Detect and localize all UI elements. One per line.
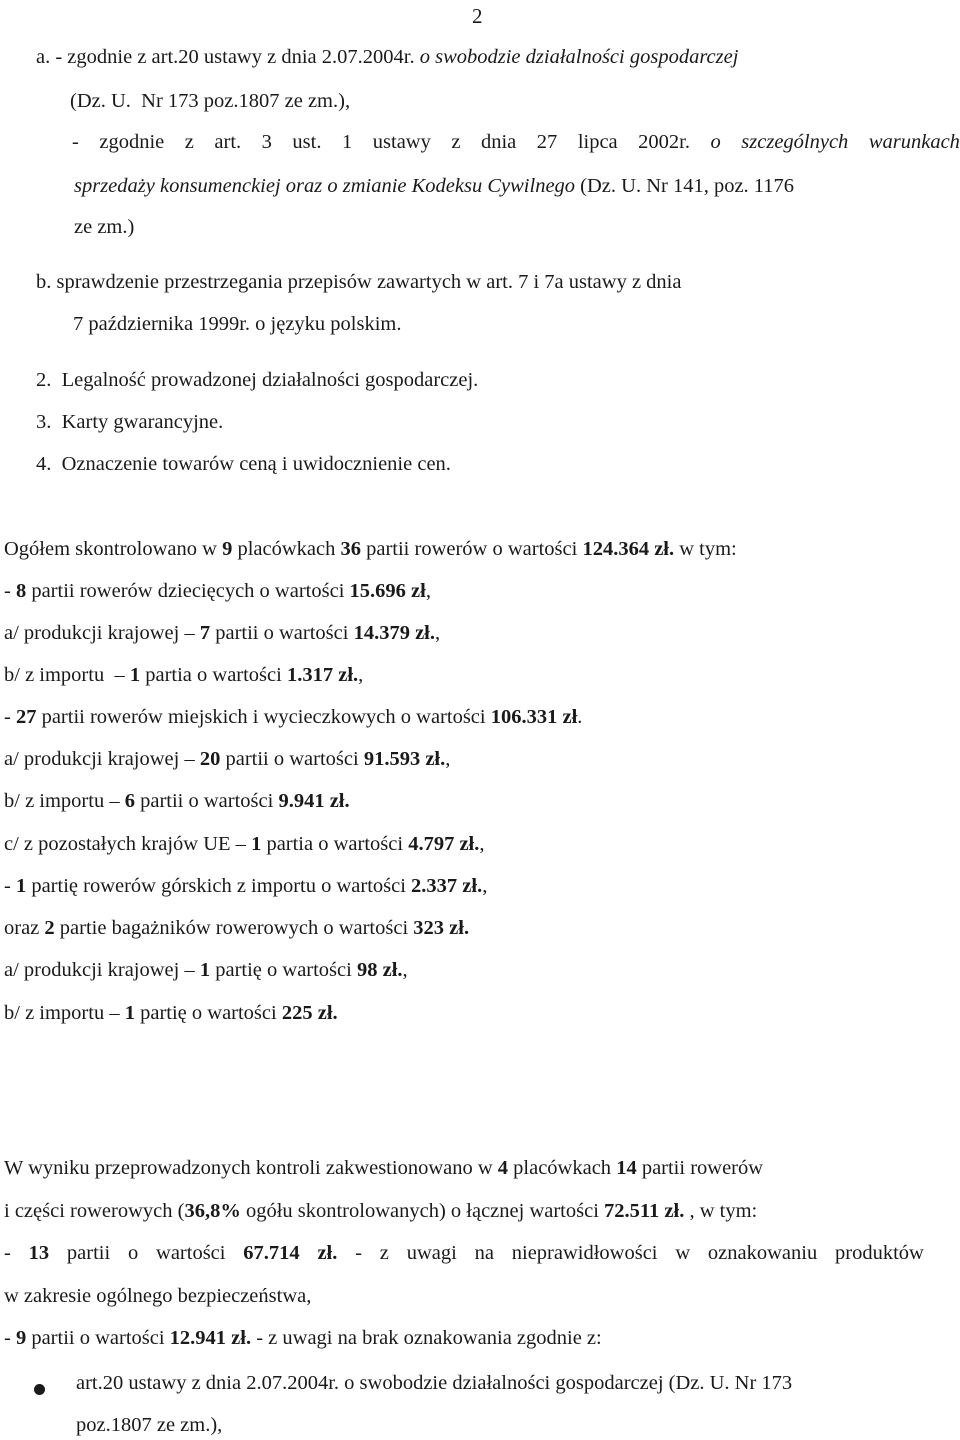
text-run: 6: [124, 790, 135, 812]
text-run: 4. Oznaczenie towarów ceną i uwidocznienie cen.: [36, 453, 451, 475]
text-run: c/ z pozostałych krajów UE –: [4, 833, 252, 855]
text-run: 1: [15, 875, 27, 897]
text-run: 9: [222, 538, 233, 560]
text-run: oznakowaniu: [707, 1242, 818, 1264]
text-run: a/ produkcji krajowej –: [4, 959, 200, 981]
text-run: ust.: [292, 131, 322, 153]
text-run: oraz: [4, 917, 45, 939]
text-run: 1: [124, 1002, 135, 1024]
text-run: partię o wartości: [210, 959, 357, 981]
text-run: ,: [434, 622, 441, 644]
numbered-item-3: [36, 412, 223, 433]
text-run: 20: [199, 748, 221, 770]
text-run: partii rowerów o wartości: [360, 538, 583, 560]
text-run: w tym:: [674, 538, 737, 560]
text-run: wartości: [156, 1242, 226, 1264]
result-line: [4, 1328, 602, 1349]
text-run: partii rowerów miejskich i wycieczkowych o wartości: [36, 706, 491, 728]
text-run: 14: [616, 1157, 637, 1179]
text-run: partii: [66, 1242, 111, 1264]
section-a-line-4: [74, 176, 794, 197]
text-run: .: [577, 706, 583, 728]
text-run: na: [474, 1242, 494, 1264]
text-run: ze zm.): [74, 216, 135, 238]
text-run: -: [4, 706, 16, 728]
section-a-line-2: [70, 91, 350, 112]
text-run: partii rowerów dziecięcych o wartości: [26, 580, 350, 602]
text-run: poz.1807 ze zm.),: [76, 1414, 223, 1436]
text-run: W wyniku przeprowadzonych kontroli zakwestionowano w: [4, 1157, 498, 1179]
text-run: dnia: [480, 131, 517, 153]
text-run: ,: [479, 833, 485, 855]
text-run: partii o wartości: [220, 748, 364, 770]
text-run: 124.364 zł.: [582, 538, 675, 560]
summary-line: [4, 876, 487, 897]
text-run: partii o wartości: [210, 622, 354, 644]
text-run: partii o wartości: [26, 1327, 170, 1349]
text-run: 4: [497, 1157, 509, 1179]
summary-line: [4, 834, 484, 855]
text-run: art.: [214, 131, 242, 153]
text-run: w: [675, 1242, 691, 1264]
text-run: ,: [358, 664, 364, 686]
text-run: 12.941 zł.: [169, 1327, 252, 1349]
text-run: partię o wartości: [134, 1002, 282, 1024]
summary-line: [4, 918, 469, 939]
text-run: -: [72, 131, 79, 153]
text-run: 9.941 zł.: [278, 790, 350, 812]
text-run: 2. Legalność prowadzonej działalności gospodarczej.: [36, 369, 479, 391]
text-run: i części rowerowych (: [4, 1200, 185, 1222]
text-run: warunkach: [868, 131, 960, 153]
summary-line: [4, 623, 440, 644]
text-run: partii rowerów: [636, 1157, 764, 1179]
text-run: -: [4, 1242, 11, 1264]
summary-line: [4, 1003, 338, 1024]
text-run: 13: [28, 1242, 50, 1264]
text-run: 8: [15, 580, 27, 602]
bullet-item-line-2: [76, 1415, 222, 1436]
bullet-item-line-1: [76, 1373, 792, 1394]
text-run: z: [379, 1242, 389, 1264]
text-run: 7 października 1999r. o języku polskim.: [73, 313, 402, 335]
result-line: [4, 1286, 311, 1307]
text-run: o: [127, 1242, 139, 1264]
text-run: ogółu skontrolowanych) o łącznej wartości: [240, 1200, 605, 1222]
page-number: 2: [472, 4, 483, 28]
text-run: 1: [129, 664, 141, 686]
text-run: 98 zł.: [356, 959, 403, 981]
text-run: 9: [15, 1327, 27, 1349]
text-run: art.20 ustawy z dnia 2.07.2004r. o swobodzie działalności gospodarczej (Dz. U. Nr 173: [76, 1372, 793, 1394]
text-run: 91.593 zł.: [363, 748, 446, 770]
text-run: o: [710, 131, 721, 153]
text-run: b/ z importu –: [4, 790, 125, 812]
text-run: b/ z importu –: [4, 664, 130, 686]
text-run: - z uwagi na brak oznakowania zgodnie z:: [251, 1327, 602, 1349]
text-run: nieprawidłowości: [511, 1242, 658, 1264]
text-run: -: [355, 1242, 362, 1264]
text-run: 72.511 zł.: [604, 1200, 685, 1222]
text-run: 27: [536, 131, 558, 153]
section-a-line-1: [36, 47, 738, 68]
text-run: 27: [15, 706, 37, 728]
text-run: Ogółem skontrolowano w: [4, 538, 223, 560]
text-run: a/ produkcji krajowej –: [4, 748, 200, 770]
text-run: placówkach: [232, 538, 341, 560]
summary-line: [4, 581, 431, 602]
summary-line: [4, 749, 450, 770]
text-run: partia o wartości: [261, 833, 409, 855]
text-run: lipca: [577, 131, 618, 153]
text-run: partie bagażników rowerowych o wartości: [54, 917, 414, 939]
text-run: , w tym:: [684, 1200, 758, 1222]
text-run: 15.696 zł: [349, 580, 426, 602]
text-run: 36,8%: [184, 1200, 241, 1222]
summary-line: [4, 707, 582, 728]
text-run: ,: [482, 875, 488, 897]
text-run: 14.379 zł.: [353, 622, 435, 644]
text-run: ,: [402, 959, 408, 981]
text-run: szczególnych: [741, 131, 849, 153]
text-run: b. sprawdzenie przestrzegania przepisów zawartych w art. 7 i 7a ustawy z dnia: [36, 271, 682, 293]
text-run: ustawy: [372, 131, 431, 153]
text-run: produktów: [835, 1242, 924, 1264]
text-run: 3. Karty gwarancyjne.: [36, 411, 224, 433]
bullet-icon: [34, 1384, 45, 1395]
text-run: ,: [425, 580, 431, 602]
text-run: 106.331 zł: [490, 706, 578, 728]
text-run: zgodnie: [99, 131, 165, 153]
result-line: [4, 1201, 757, 1222]
summary-line: [4, 960, 408, 981]
section-a-line-3: [72, 132, 960, 153]
text-run: 7: [199, 622, 211, 644]
text-run: (Dz. U. Nr 141, poz. 1176: [575, 175, 795, 197]
text-run: partii o wartości: [134, 790, 279, 812]
text-run: a. - zgodnie z art.20 ustawy z dnia 2.07.2004r.: [36, 46, 420, 68]
text-run: -: [4, 1327, 16, 1349]
section-b-line-2: [73, 314, 402, 335]
text-run: a/ produkcji krajowej –: [4, 622, 200, 644]
text-run: o swobodzie działalności gospodarczej: [419, 46, 739, 68]
section-a-line-5: [74, 217, 134, 238]
text-run: 225 zł.: [281, 1002, 338, 1024]
text-run: zł.: [317, 1242, 338, 1264]
text-run: 1: [251, 833, 262, 855]
numbered-item-4: [36, 454, 451, 475]
text-run: w zakresie ogólnego bezpieczeństwa,: [4, 1285, 312, 1307]
text-run: sprzedaży konsumenckiej oraz o zmianie Kodeksu Cywilnego: [74, 175, 576, 197]
summary-line: [4, 791, 350, 812]
text-run: 1: [342, 131, 353, 153]
text-run: 1: [199, 959, 211, 981]
result-line: [4, 1158, 763, 1179]
text-run: partia o wartości: [140, 664, 287, 686]
text-run: b/ z importu –: [4, 1002, 125, 1024]
text-run: ,: [445, 748, 451, 770]
text-run: 2: [44, 917, 55, 939]
summary-line: [4, 665, 363, 686]
section-b-line-1: [36, 272, 681, 293]
text-run: -: [4, 580, 16, 602]
text-run: z: [184, 131, 194, 153]
summary-line: [4, 539, 737, 560]
text-run: 2.337 zł.: [411, 875, 483, 897]
text-run: placówkach: [508, 1157, 617, 1179]
text-run: 3: [261, 131, 272, 153]
text-run: 323 zł.: [413, 917, 470, 939]
text-run: partię rowerów górskich z importu o wartości: [26, 875, 412, 897]
text-run: 36: [340, 538, 361, 560]
numbered-item-2: [36, 370, 478, 391]
text-run: 1.317 zł.: [286, 664, 359, 686]
text-run: 4.797 zł.: [408, 833, 480, 855]
text-run: (Dz. U. Nr 173 poz.1807 ze zm.),: [70, 90, 351, 112]
text-run: 67.714: [243, 1242, 300, 1264]
text-run: z: [451, 131, 461, 153]
text-run: uwagi: [406, 1242, 457, 1264]
text-run: -: [4, 875, 16, 897]
result-line: [4, 1243, 924, 1264]
text-run: 2002r.: [638, 131, 690, 153]
